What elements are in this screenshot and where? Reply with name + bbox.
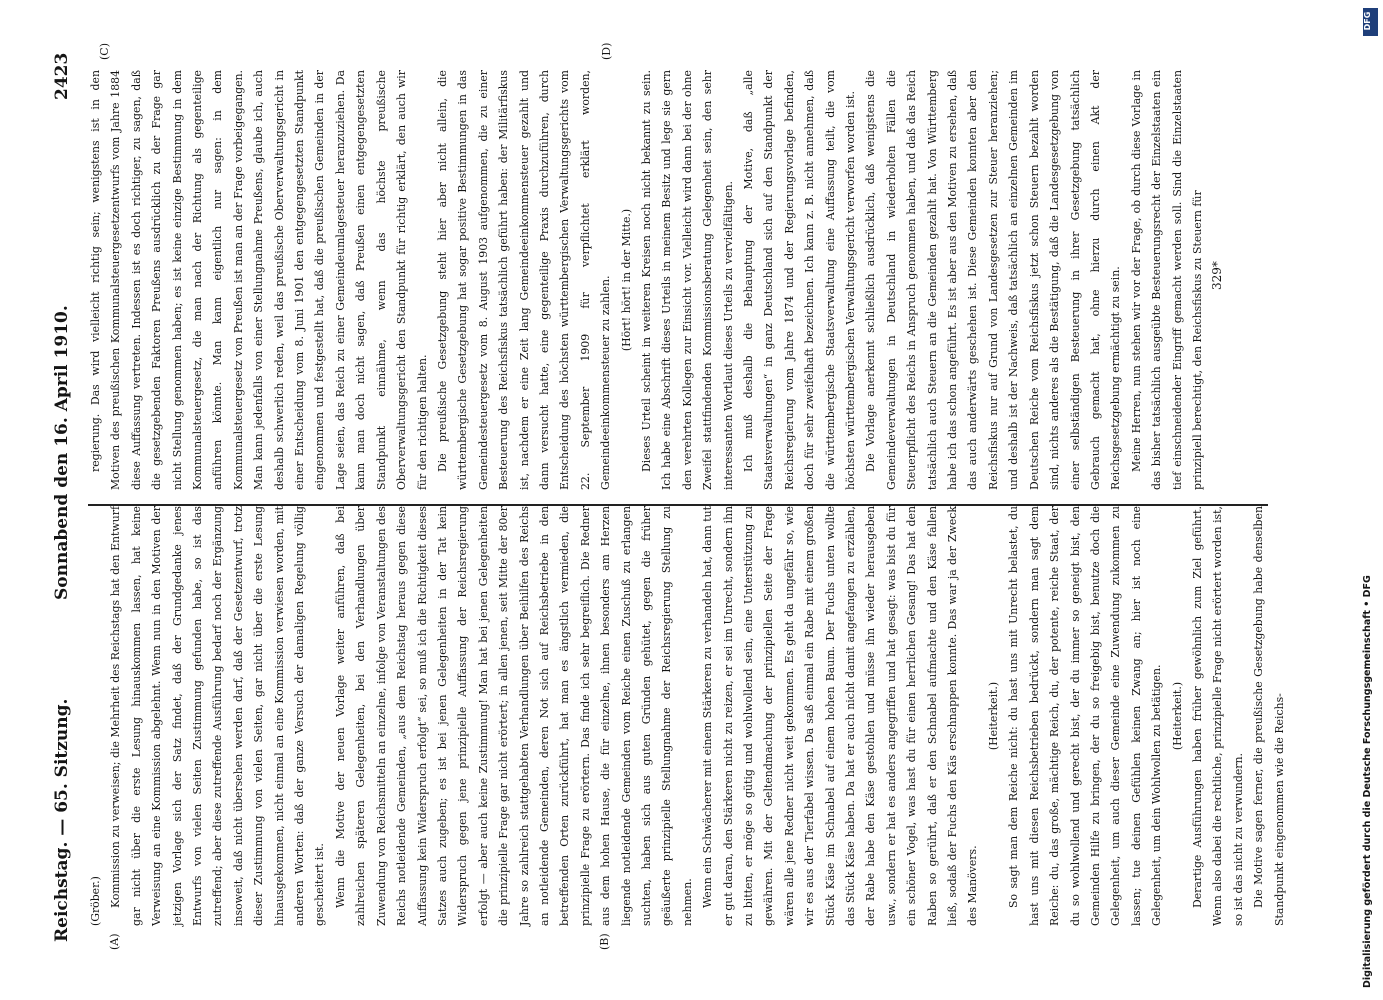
interjection: (Heiterkeit.) [1170,681,1184,751]
margin-mark-d: (D) [600,42,613,60]
paragraph: Kommission zu verweisen; die Mehrheit des Reichstags hat den Entwurf gar nicht über die erste Lesung hinauskommen lassen, hat keine Verweisung an eine Kommission abgelehnt. Wenn nun in den Motiven der jetzigen Vorlage sich der Satz findet, daß der Grundgedanke jenes Entwurfs von vielen Seiten Zustimmung gefunden habe, so ist das zutreffend; aber diese zutreffende Ausführung bedarf noch der Ergänzung insoweit, daß nicht übersehen werden darf, daß der Gesetzentwurf, trotz dieser Zustimmung von vielen Seiten, gar nicht über die erste Lesung hinausgekommen, nicht einmal an eine Kommission verwiesen worden, mit anderen Worten: daß der ganze Versuch der damaligen Regelung völlig gescheitert ist. [109,506,327,926]
left-column [86,506,1286,926]
paragraph: So sagt man dem Reiche nicht: du hast uns mit Unrecht belastet, du hast uns mit diesen Reichsbetrieben bedrückt, sondern man sagt dem Reiche: du, das große, mächtige Reich, du, der potente, reiche Staat, der du so wohlwollend und gerecht bist, der du immer so geneigt bist, den Gemeinden Hilfe zu bringen, der du so freigebig bist, benutze doch die Gelegenheit, um auch dieser Gemeinde eine Zuwendung zukommen zu lassen; tue deinen Gefühlen keinen Zwang an; hier ist noch eine Gelegenheit, um dein Wohlwollen zu betätigen. [1007,506,1164,926]
page-number: 2423 [52,52,72,100]
paragraph: Die Vorlage anerkennt schließlich ausdrücklich, daß wenigstens die Gemeindeverwaltungen in Deutschland in wiederholten Fällen die Steuerpflicht des Reichs in Anspruch genommen haben, und daß das Reich tatsächlich auch Steuern an die Gemeinden gezahlt hat. Von Württemberg habe ich das schon angeführt. Es ist aber aus den Motiven zu ersehen, daß das auch anderwärts geschehen ist. Diese Gemeinden konnten aber den Reichsfiskus nur auf Grund von Landesgesetzen zur Steuer heranziehen; und deshalb ist der Nachweis, daß tatsächlich an einzelnen Gemeinden im Deutschen Reiche vom Reichsfiskus jetzt schon Steuern bezahlt worden sind, nichts anderes als die Bestätigung, daß die Landesgesetzgebung von einer selbständigen Besteuerung in ihrer Gesetzgebung tatsächlich Gebrauch gemacht hat, ohne hierzu durch einen Akt der Reichsgesetzgebung ermächtigt zu sein. [864,70,1123,490]
signature-mark: 329* [1210,261,1224,290]
credit-text: Digitalisierung gefördert durch die Deutsche Forschungsgemeinschaft • DFG [1362,575,1373,988]
paragraph: Die preußische Gesetzgebung steht hier aber nicht allein, die württembergische Gesetzgebung hat sogar positive Bestimmungen in das Gemeindesteuergesetz vom 8. August 1903 aufgenommen, die zu einer Besteuerung des Reichsfiskus tatsächlich geführt haben: der Militärfiskus ist, nachdem er eine Zeit lang Gemeindeeinkommensteuer gezahlt und dann versucht hatte, eine gegenteilige Praxis durchzuführen, durch Entscheidung des höchsten württembergischen Verwaltungsgerichts vom 22. September 1909 für verpflichtet erklärt worden, Gemeindeeinkommensteuer zu zahlen. [435,70,613,490]
column-divider [88,504,1268,506]
paragraph: Wenn die Motive der neuen Vorlage weiter anführen, daß bei zahlreichen späteren Gelegenheiten, bei den Verhandlungen über Zuwendung von Reichsmitteln an einzelne, infolge von Veranstaltungen des Reichs notleidende Gemeinden, „aus dem Reichstag heraus gegen diese Auffassung kein Widerspruch erfolgt“ sei, so muß ich die Richtigkeit dieses Satzes auch zugeben; es ist bei jenen Gelegenheiten in der Tat kein Widerspruch gegen jene prinzipielle Auffassung der Reichsregierung erfolgt — aber auch keine Zustimmung! Man hat bei jenen Gelegenheiten die prinzipielle Frage gar nicht erörtert; in allen jenen, seit Mitte der 80er Jahre so zahlreich stattgehabten Verhandlungen über Beihilfen des Reichs an notleidende Gemeinden, deren Not sich auf Reichsbetriebe in den betreffenden Orten zurückführt, hat man es ängstlich vermieden, die prinzipielle Frage zu erörtern. Das finde ich sehr begreiflich. Die Redner aus dem hohen Hause, die für einzelne, ihnen besonders am Herzen liegende notleidende Gemeinden vom Reiche einen Zuschuß zu erlangen suchten, haben sich aus guten Gründen gehütet, gegen die früher geäußerte prinzipielle Stellungnahme der Reichsregierung Stellung zu nehmen. [333,506,694,926]
margin-mark-b: (B) [598,933,611,950]
right-column [86,70,1206,490]
paragraph: Die Motive sagen ferner, die preußische Gesetzgebung habe denselben Standpunkt eingenommen wie die Reichs- [1252,506,1286,926]
speaker-name: (Gröber.) [89,876,102,926]
header-date: Sonnabend den 16. April 1910. [52,305,72,600]
interjection: (Hört! hört! in der Mitte.) [619,208,633,352]
header-session: Reichstag. — 65. Sitzung. [52,698,72,942]
paragraph: Wenn ein Schwächerer mit einem Stärkeren zu verhandeln hat, dann tut er gut daran, den Stärkeren nicht zu reizen, er sei im Unrecht, sondern ihn zu bitten, er möge so gütig und wohlwollend sein, eine Unterstützung zu gewähren. Mit der Geltendmachung der prinzipiellen Seite der Frage wären alle jene Redner nicht weit gekommen. Es geht da ungefähr so, wie wir es aus der Tierfabel wissen. Da saß einmal ein Rabe mit einem großen Stück Käse im Schnabel auf einem hohen Baum. Der Fuchs unten wollte das Stück Käse haben. Da hat er auch nicht damit angefangen zu erzählen, der Rabe habe den Käse gestohlen und müsse ihn wieder herausgeben usw., sondern er hat es anders angegriffen und hat gesagt: was bist du für ein schöner Vogel, was hast du für einen herrlichen Gesang! Das hat den Raben so gerührt, daß er den Schnabel aufmachte und den Käse fallen ließ, sodaß der Fuchs den Käs erschnappen konnte. Das war ja der Zweck des Manövers. [701,506,980,926]
page-header [52,0,80,1000]
dfg-logo: DFG [1363,8,1378,36]
paragraph: regierung. Das wird vielleicht richtig sein; wenigstens ist in den Motiven des preußischen Kommunalsteuergesetzentwurfs vom Jahre 1884 diese Auffassung vertreten. Indessen ist es doch richtiger, zu sagen, daß die gesetzgebenden Faktoren Preußens ausdrücklich zu der Frage gar nicht Stellung genommen haben; es ist keine einzige Bestimmung in dem Kommunalsteuergesetz, die man nach der Richtung als gegenteilige anführen könnte. Man kann eigentlich nur sagen: in dem Kommunalsteuergesetz von Preußen ist man an der Frage vorbeigegangen. Man kann jedenfalls von einer Stellungnahme Preußens, glaube ich, auch deshalb schwerlich reden, weil das preußische Oberverwaltungsgericht in einer Entscheidung vom 8. Juni 1901 den entgegengesetzten Standpunkt eingenommen und festgestellt hat, daß die preußischen Gemeinden in der Lage seien, das Reich zu einer Gemeindeumlagesteuer heranzuziehen. Da kann man doch nicht sagen, daß Preußen einen entgegengesetzten Standpunkt einnähme, wenn das höchste preußische Oberverwaltungsgericht den Standpunkt für richtig erklärt, den auch wir für den richtigen halten. [89,70,429,490]
margin-mark-a: (A) [108,933,121,950]
paragraph: Ich muß deshalb die Behauptung der Motive, daß „alle Staatsverwaltungen“ in ganz Deutschland sich auf den Standpunkt der Reichsregierung vom Jahre 1874 und der Regierungsvorlage befinden, doch für sehr zweifelhaft bezeichnen. Ich kann z. B. nicht annehmen, daß die württembergische Staatsverwaltung eine Auffassung teilt, die vom höchsten württembergischen Verwaltungsgericht verworfen worden ist. [742,70,858,490]
paragraph: Dieses Urteil scheint in weiteren Kreisen noch nicht bekannt zu sein. Ich habe eine Abschrift dieses Urteils in meinem Besitz und lege sie gern den verehrten Kollegen zur Einsicht vor. Vielleicht wird dann bei der ohne Zweifel stattfindenden Kommissionsberatung Gelegenheit sein, den sehr interessanten Wortlaut dieses Urteils zu vervielfältigen. [639,70,735,490]
paragraph: Meine Herren, nun stehen wir vor der Frage, ob durch diese Vorlage in das bisher tatsächlich ausgeübte Besteuerungsrecht der Einzelstaaten ein tief einschneidender Eingriff gemacht werden soll. Sind die Einzelstaaten prinzipiell berechtigt, den Reichsfiskus zu Steuern für [1129,70,1204,490]
interjection: (Heiterkeit.) [986,681,1000,751]
margin-mark-c: (C) [98,43,111,60]
digitization-credit [1362,8,1378,988]
paragraph: Derartige Ausführungen haben früher gewöhnlich zum Ziel geführt. Wenn also dabei die rechtliche, prinzipielle Frage nicht erörtert worden ist, so ist das nicht zu verwundern. [1190,506,1245,926]
